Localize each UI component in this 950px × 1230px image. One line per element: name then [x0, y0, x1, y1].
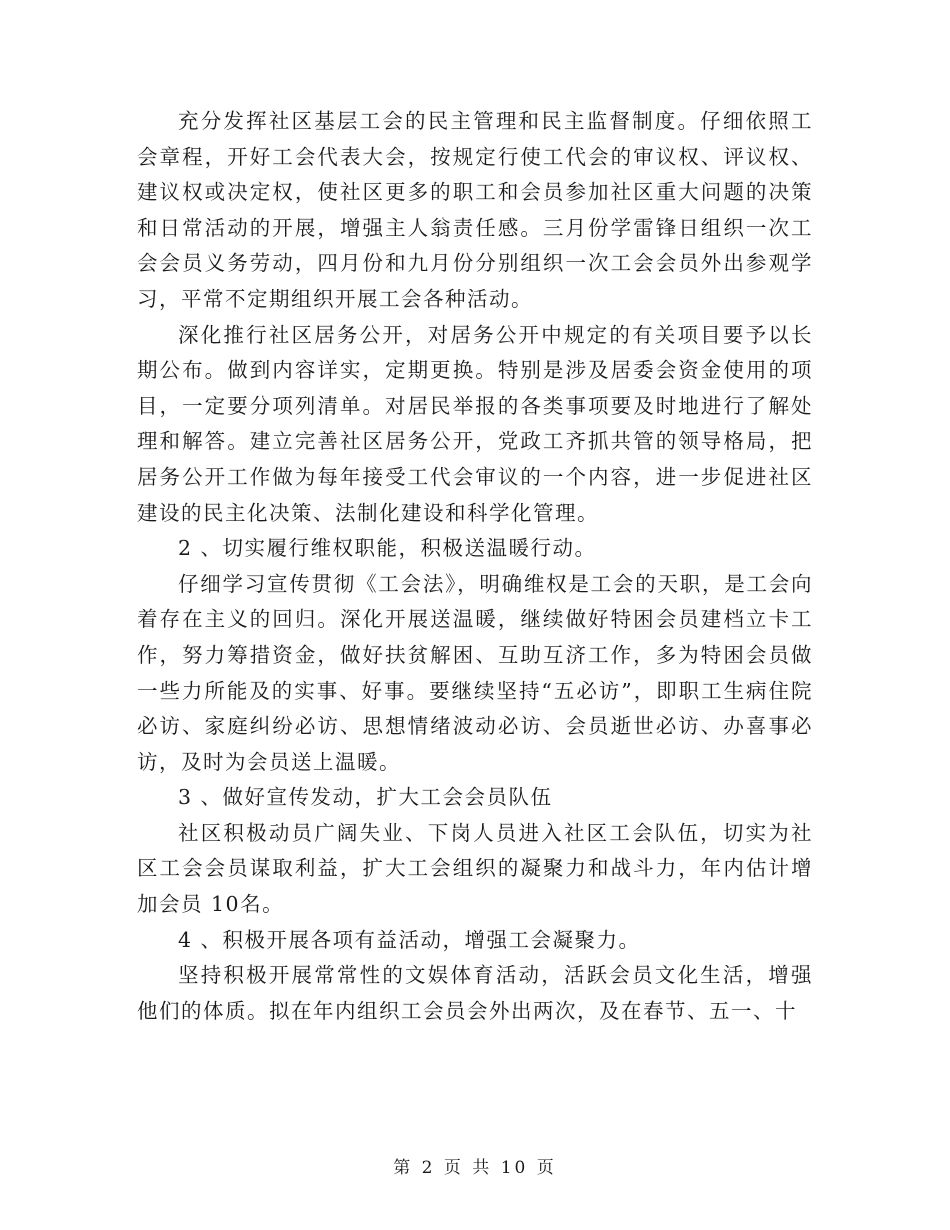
section-heading-beneficial-activities: 4 、积极开展各项有益活动，增强工会凝聚力。 — [178, 927, 641, 952]
paragraph-membership-recruitment: 社区积极动员广阔失业、下岗人员进入社区工会队伍，切实为社区工会会员谋取利益，扩大工会组织的凝聚力和战斗力，年内估计增加会员 10名。 — [137, 820, 813, 917]
paragraph-union-democratic-management: 充分发挥社区基层工会的民主管理和民主监督制度。仔细依照工会章程，开好工会代表大会，按规定行使工代会的审议权、评议权、建议权或决定权，使社区更多的职工和会员参加社区重大问题的决策和日常活动的开展，增强主人翁责任感。三月份学雷锋日组织一次工会会员义务劳动，四月份和九月份分别组织一次工会会员外出参观学习，平常不定期组织开展工会各种活动。 — [137, 109, 813, 311]
page-number-footer: 第 2 页 共 10 页 — [393, 1158, 557, 1178]
section-heading-expand-membership: 3 、做好宣传发动，扩大工会会员队伍 — [178, 785, 553, 810]
paragraph-affairs-disclosure: 深化推行社区居务公开，对居务公开中规定的有关项目要予以长期公布。做到内容详实，定期更换。特别是涉及居委会资金使用的项目，一定要分项列清单。对居民举报的各类事项要及时地进行了解处理和解答。建立完善社区居务公开，党政工齐抓共管的领导格局，把居务公开工作做为每年接受工代会审议的一个内容，进一步促进社区建设的民主化决策、法制化建设和科学化管理。 — [137, 322, 813, 525]
paragraph-union-law: 仔细学习宣传贯彻《工会法》，明确维权是工会的天职，是工会向着存在主义的回归。深化开展送温暖，继续做好特困会员建档立卡工作，努力筹措资金，做好扶贫解困、互助互济工作，多为特困会员做一些力所能及的实事、好事。要继续坚持“五必访”，即职工生病住院必访、家庭纠纷必访、思想情绪波动必访、会员逝世必访、办喜事必访，及时为会员送上温暖。 — [137, 571, 813, 774]
document-body — [137, 104, 813, 1029]
paragraph-cultural-activities: 坚持积极开展常常性的文娱体育活动，活跃会员文化生活，增强他们的体质。拟在年内组织工会员会外出两次，及在春节、五一、十 — [137, 963, 813, 1023]
section-heading-rights-protection: 2 、切实履行维权职能，积极送温暖行动。 — [178, 536, 597, 561]
